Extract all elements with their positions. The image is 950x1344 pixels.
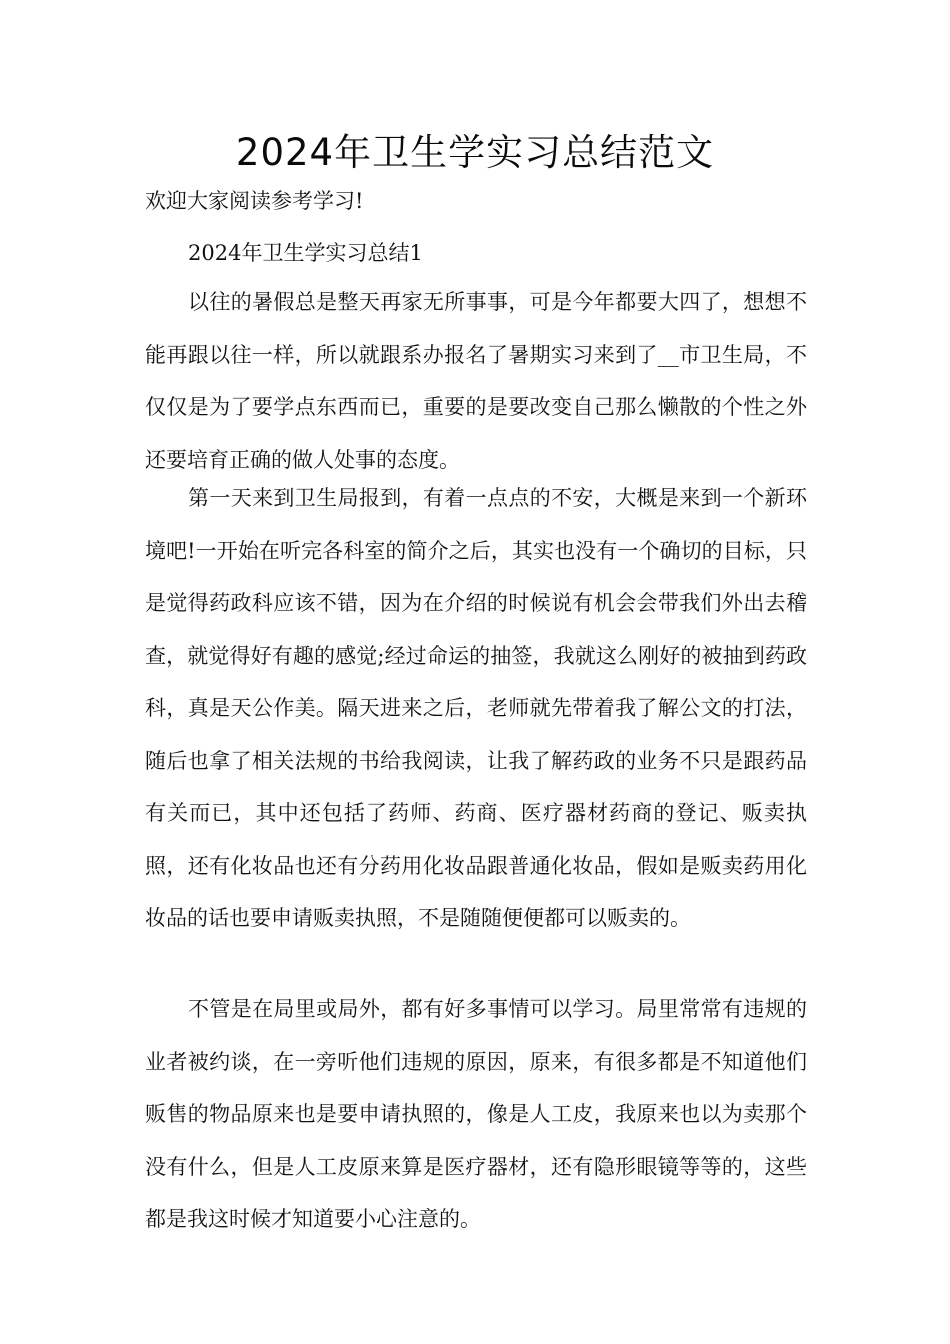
intro-line: 欢迎大家阅读参考学习! [145, 189, 364, 213]
section-heading: 2024年卫生学实习总结1 [188, 241, 423, 265]
paragraph: 以往的暑假总是整天再家无所事事，可是今年都要大四了，想想不能再跟以往一样，所以就跟系办报名了暑期实习来到了__市卫生局，不仅仅是为了要学点东西而已，重要的是要改变自己那么懒散的个性之外还要培育正确的做人处事的态度。 [145, 290, 807, 472]
paragraph: 第一天来到卫生局报到，有着一点点的不安，大概是来到一个新环境吧!一开始在听完各科室的简介之后，其实也没有一个确切的目标，只是觉得药政科应该不错，因为在介绍的时候说有机会会带我们外出去稽查，就觉得好有趣的感觉;经过命运的抽签，我就这么刚好的被抽到药政科，真是天公作美。隔天进来之后，老师就先带着我了解公文的打法，随后也拿了相关法规的书给我阅读，让我了解药政的业务不只是跟药品有关而已，其中还包括了药师、药商、医疗器材药商的登记、贩卖执照，还有化妆品也还有分药用化妆品跟普通化妆品，假如是贩卖药用化妆品的话也要申请贩卖执照，不是随随便便都可以贩卖的。 [145, 486, 807, 930]
paragraph: 不管是在局里或局外，都有好多事情可以学习。局里常常有违规的业者被约谈，在一旁听他们违规的原因，原来，有很多都是不知道他们贩售的物品原来也是要申请执照的，像是人工皮，我原来也以为卖那个没有什么，但是人工皮原来算是医疗器材，还有隐形眼镜等等的，这些都是我这时候才知道要小心注意的。 [145, 997, 807, 1231]
document-title: 2024年卫生学实习总结范文 [235, 131, 715, 174]
